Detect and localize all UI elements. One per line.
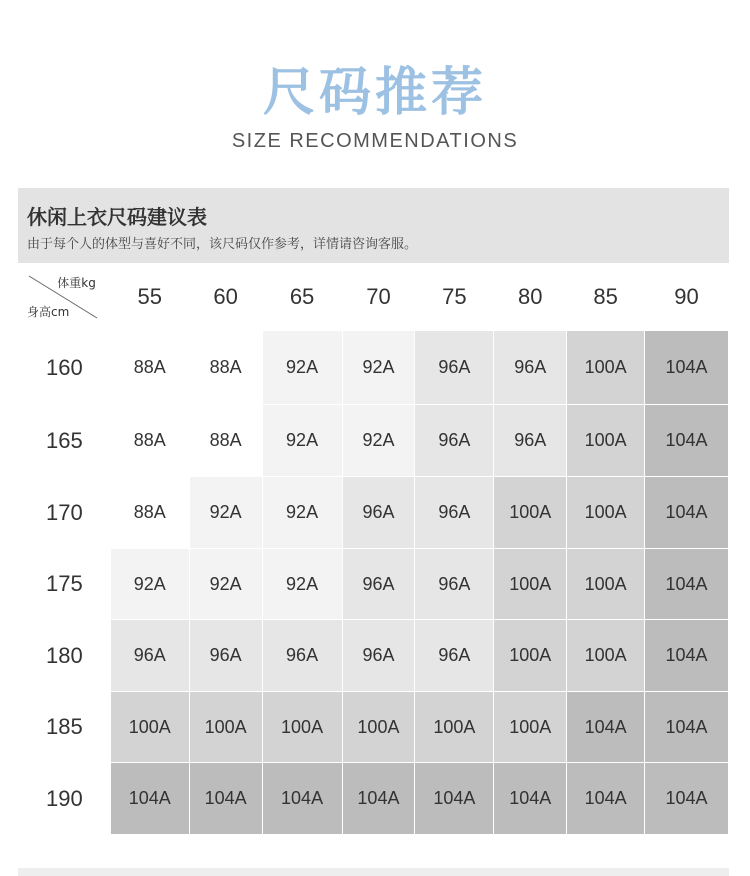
size-chart-header — [18, 188, 729, 263]
size-cell: 92A — [262, 477, 342, 549]
size-cell: 100A — [494, 620, 567, 692]
size-cell: 104A — [342, 763, 415, 835]
size-cell: 88A — [189, 331, 262, 405]
size-cell: 88A — [110, 477, 189, 549]
size-cell: 96A — [342, 549, 415, 620]
table-row — [19, 405, 729, 477]
size-cell: 96A — [342, 477, 415, 549]
size-cell: 104A — [415, 763, 494, 835]
height-header: 190 — [19, 763, 111, 835]
weight-header: 75 — [415, 264, 494, 331]
weight-header: 70 — [342, 264, 415, 331]
size-cell: 92A — [110, 549, 189, 620]
size-cell: 96A — [110, 620, 189, 692]
weight-header: 65 — [262, 264, 342, 331]
weight-header: 60 — [189, 264, 262, 331]
table-row — [19, 620, 729, 692]
size-cell: 104A — [494, 763, 567, 835]
size-cell: 100A — [189, 692, 262, 763]
table-row — [19, 549, 729, 620]
size-cell: 104A — [110, 763, 189, 835]
size-cell: 100A — [567, 549, 645, 620]
weight-header: 85 — [567, 264, 645, 331]
height-header: 170 — [19, 477, 111, 549]
size-cell: 100A — [262, 692, 342, 763]
size-chart — [18, 188, 729, 833]
size-chart-note: 由于每个人的体型与喜好不同，该尺码仅作参考，详情请咨询客服。 — [27, 237, 418, 252]
size-cell: 100A — [342, 692, 415, 763]
height-header: 165 — [19, 405, 111, 477]
weight-header: 80 — [494, 264, 567, 331]
size-cell: 104A — [645, 477, 729, 549]
size-cell: 104A — [645, 620, 729, 692]
table-row — [19, 763, 729, 835]
size-cell: 96A — [262, 620, 342, 692]
size-cell: 96A — [342, 620, 415, 692]
size-cell: 100A — [567, 331, 645, 405]
size-cell: 100A — [567, 405, 645, 477]
size-cell: 104A — [645, 405, 729, 477]
weight-header: 90 — [645, 264, 729, 331]
size-cell: 92A — [189, 549, 262, 620]
size-cell: 96A — [494, 331, 567, 405]
table-row — [19, 331, 729, 405]
size-cell: 104A — [645, 331, 729, 405]
table-row — [19, 477, 729, 549]
size-cell: 96A — [415, 549, 494, 620]
size-cell: 100A — [494, 692, 567, 763]
size-cell: 96A — [415, 405, 494, 477]
size-cell: 92A — [342, 331, 415, 405]
size-cell: 92A — [262, 405, 342, 477]
size-cell: 104A — [189, 763, 262, 835]
size-cell: 100A — [110, 692, 189, 763]
size-cell: 104A — [645, 692, 729, 763]
size-cell: 88A — [110, 331, 189, 405]
height-header: 180 — [19, 620, 111, 692]
page-subtitle: SIZE RECOMMENDATIONS — [231, 130, 519, 152]
size-cell: 96A — [494, 405, 567, 477]
size-cell: 88A — [110, 405, 189, 477]
size-cell: 92A — [342, 405, 415, 477]
size-cell: 96A — [189, 620, 262, 692]
size-cell: 104A — [645, 549, 729, 620]
size-cell: 100A — [494, 549, 567, 620]
size-cell: 104A — [645, 763, 729, 835]
size-chart-title: 休闲上衣尺码建议表 — [27, 205, 207, 229]
size-cell: 92A — [262, 549, 342, 620]
size-cell: 100A — [415, 692, 494, 763]
corner-header — [19, 264, 111, 331]
size-cell: 104A — [567, 692, 645, 763]
size-cell: 92A — [189, 477, 262, 549]
height-header: 185 — [19, 692, 111, 763]
table-row — [19, 692, 729, 763]
size-cell: 96A — [415, 620, 494, 692]
size-cell: 100A — [494, 477, 567, 549]
bottom-divider — [18, 868, 729, 876]
height-header: 160 — [19, 331, 111, 405]
size-cell: 104A — [567, 763, 645, 835]
size-chart-grid — [18, 263, 729, 835]
size-cell: 96A — [415, 331, 494, 405]
page-title: 尺码推荐 — [262, 63, 487, 123]
weight-header: 55 — [110, 264, 189, 331]
size-cell: 100A — [567, 620, 645, 692]
size-cell: 100A — [567, 477, 645, 549]
size-cell: 96A — [415, 477, 494, 549]
size-cell: 104A — [262, 763, 342, 835]
height-axis-label: 身高cm — [27, 305, 70, 319]
size-cell: 92A — [262, 331, 342, 405]
height-header: 175 — [19, 549, 111, 620]
weight-axis-label: 体重kg — [57, 276, 96, 290]
size-cell: 88A — [189, 405, 262, 477]
